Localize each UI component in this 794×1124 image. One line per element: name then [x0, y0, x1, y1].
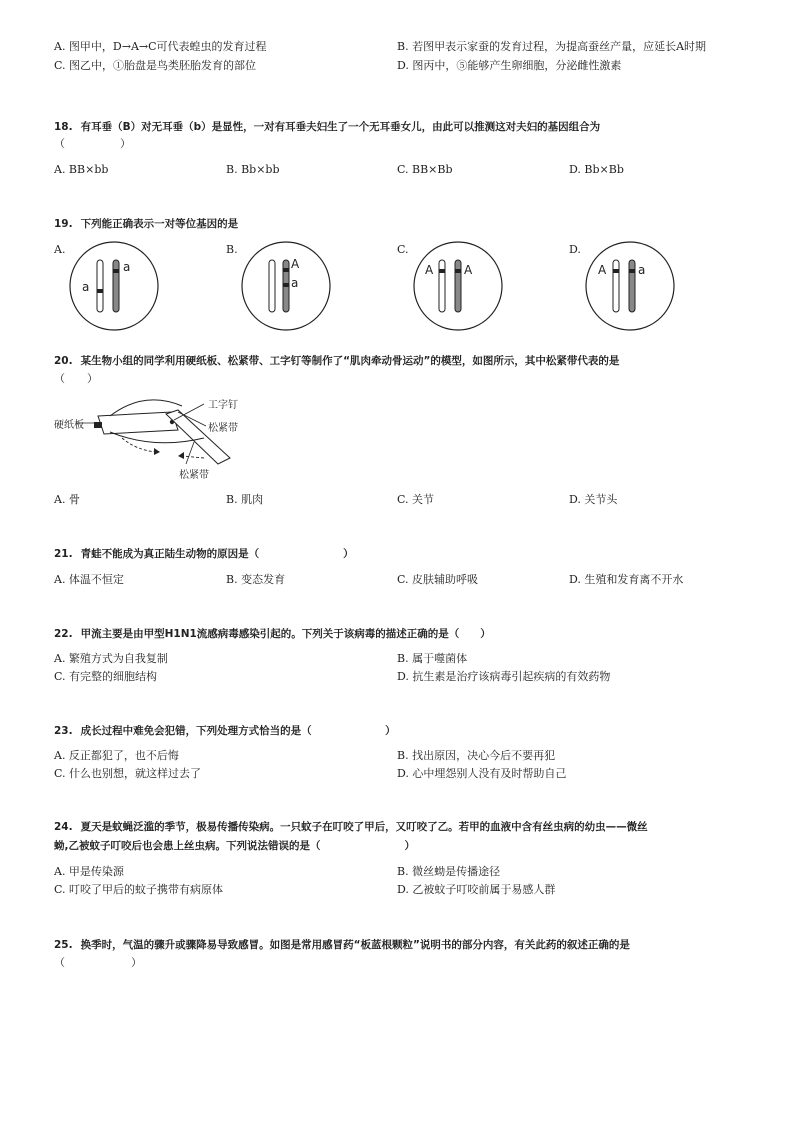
q20-stem: [54, 352, 754, 370]
chromosome-pair-c-diagram: [412, 240, 504, 332]
q23-number: 23.: [54, 725, 73, 737]
q20-muscle-model-figure: [54, 392, 264, 484]
q19-c-right-allele: A: [464, 263, 473, 277]
q20-text: 某生物小组的同学利用硬纸板、松紧带、工字钉等制作了“肌肉牵动骨运动”的模型，如图所示，其中松紧带代表的是: [80, 355, 620, 367]
q24-option-b[interactable]: B. 微丝蚴是传播途径: [397, 865, 501, 878]
q21-option-d[interactable]: D. 生殖和发育离不开水: [569, 573, 684, 586]
label-cardboard: 硬纸板: [54, 420, 84, 431]
q19-b-bottom-allele: a: [291, 276, 299, 290]
q19-option-d-label[interactable]: D.: [569, 243, 581, 256]
q19-number: 19.: [54, 218, 73, 230]
q24-option-d[interactable]: D. 乙被蚊子叮咬前属于易感人群: [397, 883, 556, 896]
q21-number: 21.: [54, 548, 73, 560]
q24-text-line2: 蚴,乙被蚊子叮咬后也会患上丝虫病。下列说法错误的是（ ）: [54, 840, 415, 852]
q20-option-a[interactable]: A. 骨: [54, 493, 80, 506]
q19-figure-c[interactable]: [412, 240, 504, 332]
q21-stem: [54, 545, 754, 563]
q21-option-b[interactable]: B. 变态发育: [226, 573, 286, 586]
q19-d-left-allele: A: [598, 263, 607, 277]
q18-text: 有耳垂（B）对无耳垂（b）是显性，一对有耳垂夫妇生了一个无耳垂女儿，由此可以推测这对夫妇的基因组合为: [80, 121, 601, 133]
q22-number: 22.: [54, 628, 73, 640]
label-elastic-band-lower: 松紧带: [179, 470, 209, 481]
q24-stem: [54, 818, 754, 836]
q20-number: 20.: [54, 355, 73, 367]
q18-option-d[interactable]: D. Bb×Bb: [569, 163, 624, 176]
chromosome-pair-b-diagram: [240, 240, 332, 332]
q23-text: 成长过程中难免会犯错，下列处理方式恰当的是（ ）: [80, 725, 396, 737]
q18-number: 18.: [54, 121, 73, 133]
q17-option-d[interactable]: D. 图丙中，⑤能够产生卵细胞，分泌雌性激素: [397, 59, 622, 72]
q21-option-a[interactable]: A. 体温不恒定: [54, 573, 124, 586]
q18-answer-blank[interactable]: （ ）: [54, 137, 131, 150]
q25-answer-blank[interactable]: （ ）: [54, 956, 142, 969]
q17-option-a[interactable]: A. 图甲中，D→A→C可代表蝗虫的发育过程: [54, 40, 267, 53]
q19-a-left-allele: a: [82, 280, 90, 294]
q18-option-c[interactable]: C. BB×Bb: [397, 163, 453, 176]
q19-figure-b[interactable]: [240, 240, 332, 332]
q18-option-a[interactable]: A. BB×bb: [54, 163, 109, 176]
q19-a-right-allele: a: [123, 260, 131, 274]
q24-option-c[interactable]: C. 叮咬了甲后的蚊子携带有病原体: [54, 883, 224, 896]
q18-option-b[interactable]: B. Bb×bb: [226, 163, 280, 176]
q21-text: 青蛙不能成为真正陆生动物的原因是（ ）: [80, 548, 354, 560]
q19-d-right-allele: a: [638, 263, 646, 277]
q24-option-a[interactable]: A. 甲是传染源: [54, 865, 124, 878]
q23-option-a[interactable]: A. 反正都犯了，也不后悔: [54, 749, 179, 762]
q23-option-d[interactable]: D. 心中埋怨别人没有及时帮助自己: [397, 767, 567, 780]
q20-option-c[interactable]: C. 关节: [397, 493, 435, 506]
q19-c-left-allele: A: [425, 263, 434, 277]
q18-stem: [54, 118, 754, 136]
q23-stem: [54, 722, 754, 740]
q20-answer-blank[interactable]: （ ）: [54, 372, 98, 385]
q23-option-c[interactable]: C. 什么也别想，就这样过去了: [54, 767, 202, 780]
q22-option-d[interactable]: D. 抗生素是治疗该病毒引起疾病的有效药物: [397, 670, 611, 683]
q23-option-b[interactable]: B. 找出原因，决心今后不要再犯: [397, 749, 556, 762]
q22-text: 甲流主要是由甲型H1N1流感病毒感染引起的。下列关于该病毒的描述正确的是（ ）: [80, 628, 491, 640]
q17-option-b[interactable]: B. 若图甲表示家蚕的发育过程，为提高蚕丝产量，应延长A时期: [397, 40, 707, 53]
q25-stem: [54, 936, 754, 954]
q19-option-c-label[interactable]: C.: [397, 243, 409, 256]
q24-stem-line2: [54, 837, 754, 855]
q22-option-c[interactable]: C. 有完整的细胞结构: [54, 670, 158, 683]
q20-option-b[interactable]: B. 肌肉: [226, 493, 264, 506]
q19-text: 下列能正确表示一对等位基因的是: [80, 218, 239, 230]
q24-number: 24.: [54, 821, 73, 833]
q19-figure-d[interactable]: [584, 240, 676, 332]
q22-option-a[interactable]: A. 繁殖方式为自我复制: [54, 652, 168, 665]
q19-option-b-label[interactable]: B.: [226, 243, 238, 256]
label-elastic-band-upper: 松紧带: [208, 423, 238, 434]
q17-option-c[interactable]: C. 图乙中，①胎盘是鸟类胚胎发育的部位: [54, 59, 257, 72]
q19-option-a-label[interactable]: A.: [54, 243, 66, 256]
q19-figure-a[interactable]: [68, 240, 160, 332]
q19-stem: [54, 215, 754, 233]
label-pushpin: 工字钉: [208, 400, 238, 411]
q20-option-d[interactable]: D. 关节头: [569, 493, 618, 506]
q22-option-b[interactable]: B. 属于噬菌体: [397, 652, 468, 665]
q22-stem: [54, 625, 754, 643]
chromosome-pair-d-diagram: [584, 240, 676, 332]
q25-number: 25.: [54, 939, 73, 951]
q24-text-line1: 夏天是蚊蝇泛滥的季节，极易传播传染病。一只蚊子在叮咬了甲后，又叮咬了乙。若甲的血液中含有丝虫病的幼虫——微丝: [80, 821, 648, 833]
q21-option-c[interactable]: C. 皮肤辅助呼吸: [397, 573, 479, 586]
q25-text: 换季时，气温的骤升或骤降易导致感冒。如图是常用感冒药“板蓝根颗粒”说明书的部分内容，有关此药的叙述正确的是: [80, 939, 630, 951]
q19-b-top-allele: A: [291, 257, 300, 271]
